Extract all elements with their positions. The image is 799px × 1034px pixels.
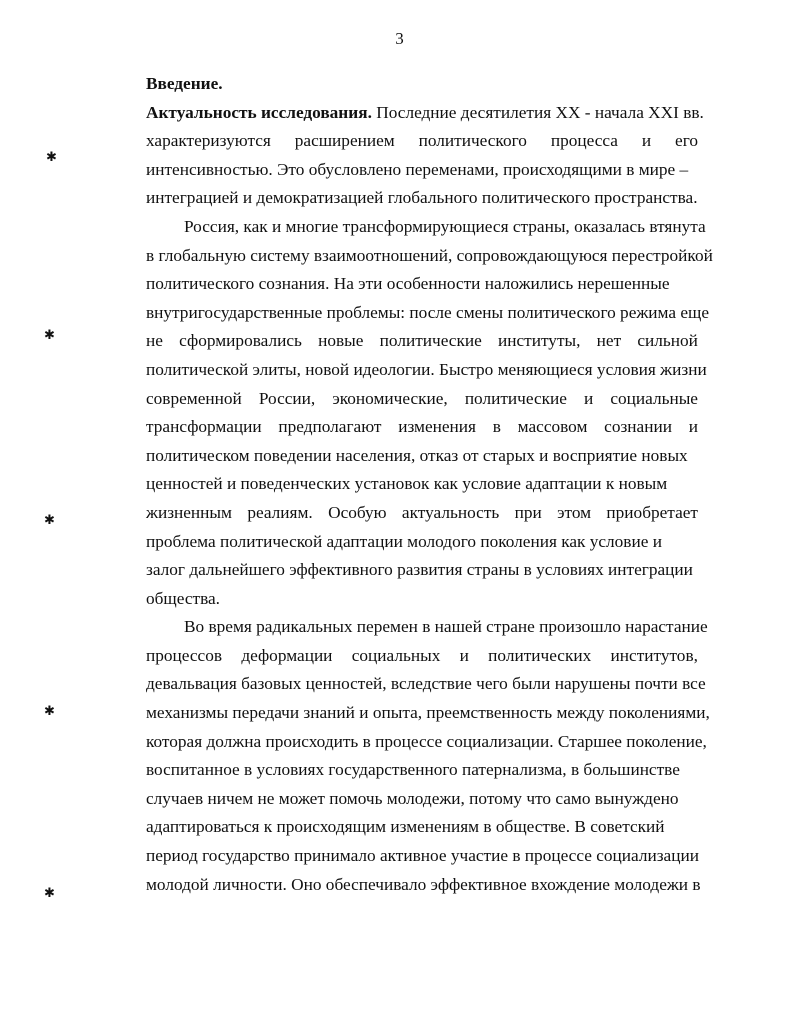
paragraph-line: общества. (146, 588, 220, 608)
word: нет (596, 331, 622, 351)
paragraph-line: политической элиты, новой идеологии. Быстро меняющиеся условия жизни (146, 359, 707, 379)
word: экономические, (332, 388, 448, 408)
section-title: Введение. (146, 74, 223, 93)
lead-phrase: Актуальность исследования. (146, 102, 372, 122)
word: процессов (146, 645, 223, 665)
scan-mark-icon: ✱ (44, 512, 55, 527)
word: сознании (604, 417, 672, 437)
paragraph-line: залог дальнейшего эффективного развития страны в условиях интеграции (146, 560, 693, 580)
document-body (146, 70, 713, 899)
paragraph-line: случаев ничем не может помочь молодежи, потому что само вынуждено (146, 788, 679, 808)
paragraph-line (146, 413, 698, 442)
word: и (584, 388, 594, 408)
page-number: 3 (395, 29, 404, 48)
word: институтов, (610, 645, 698, 665)
word: и (688, 417, 698, 437)
word: политические (464, 388, 567, 408)
paragraph-line: проблема политической адаптации молодого поколения как условие и (146, 531, 662, 551)
word: сформировались (179, 331, 302, 351)
word: политические (379, 331, 482, 351)
word: политического (418, 131, 527, 151)
paragraph-line (146, 499, 698, 528)
paragraph-line: интеграцией и демократизацией глобального политического пространства. (146, 188, 698, 208)
word: институты, (498, 331, 581, 351)
word: политических (488, 645, 592, 665)
word: изменения (398, 417, 477, 437)
paragraph-line: Россия, как и многие трансформирующиеся страны, оказалась втянута (184, 216, 706, 236)
scan-mark-icon: ✱ (44, 703, 55, 718)
word: предполагают (278, 417, 382, 437)
paragraph-line (146, 99, 704, 128)
word: России, (258, 388, 316, 408)
paragraph-line: молодой личности. Оно обеспечивало эффективное вхождение молодежи в (146, 874, 701, 894)
word: и (641, 131, 652, 151)
paragraph-line (146, 127, 698, 156)
word: трансформации (146, 417, 262, 437)
scan-mark-icon: ✱ (44, 885, 55, 900)
paragraph-line: адаптироваться к происходящим изменениям в обществе. В советский (146, 817, 665, 837)
paragraph-line: интенсивностью. Это обусловлено переменами, происходящими в мире – (146, 159, 689, 179)
paragraph-line: политическом поведении населения, отказ от старых и восприятие новых (146, 445, 688, 465)
word: в (492, 417, 501, 437)
word: его (675, 131, 698, 151)
paragraph-line (146, 327, 698, 356)
paragraph-line: воспитанное в условиях государственного патернализма, в большинстве (146, 760, 680, 780)
word: сильной (637, 331, 698, 351)
word: социальных (351, 645, 441, 665)
word: реалиям. (247, 502, 313, 522)
lead-rest: Последние десятилетия XX - начала XXI вв. (371, 102, 704, 122)
paragraph-line (146, 642, 698, 671)
word: характеризуются (146, 131, 271, 151)
word: процесса (550, 131, 618, 151)
paragraph-line: период государство принимало активное участие в процессе социализации (146, 846, 699, 866)
word: приобретает (606, 502, 698, 522)
word: жизненным (146, 502, 232, 522)
word: не (146, 331, 163, 351)
paragraph-line (146, 385, 698, 414)
word: расширением (294, 131, 395, 151)
word: при (514, 502, 542, 522)
word: актуальность (401, 502, 500, 522)
paragraph-line: в глобальную систему взаимоотношений, сопровождающуюся перестройкой (146, 245, 713, 265)
paragraph-line: которая должна происходить в процессе социализации. Старшее поколение, (146, 731, 707, 751)
word: этом (557, 502, 592, 522)
paragraph-line: политического сознания. На эти особенности наложились нерешенные (146, 274, 670, 294)
word: массовом (517, 417, 588, 437)
word: Особую (328, 502, 387, 522)
paragraph-line: девальвация базовых ценностей, вследствие чего были нарушены почти все (146, 674, 706, 694)
scan-mark-icon: ✱ (46, 149, 57, 164)
paragraph-line: внутригосударственные проблемы: после смены политического режима еще (146, 302, 710, 322)
word: новые (318, 331, 364, 351)
word: современной (146, 388, 242, 408)
paragraph-line: Во время радикальных перемен в нашей стране произошло нарастание (184, 617, 708, 637)
paragraph-line: ценностей и поведенческих установок как условие адаптации к новым (146, 474, 668, 494)
paragraph-line: механизмы передачи знаний и опыта, преемственность между поколениями, (146, 703, 710, 723)
scan-mark-icon: ✱ (44, 327, 55, 342)
word: деформации (241, 645, 333, 665)
word: социальные (610, 388, 698, 408)
word: и (459, 645, 469, 665)
